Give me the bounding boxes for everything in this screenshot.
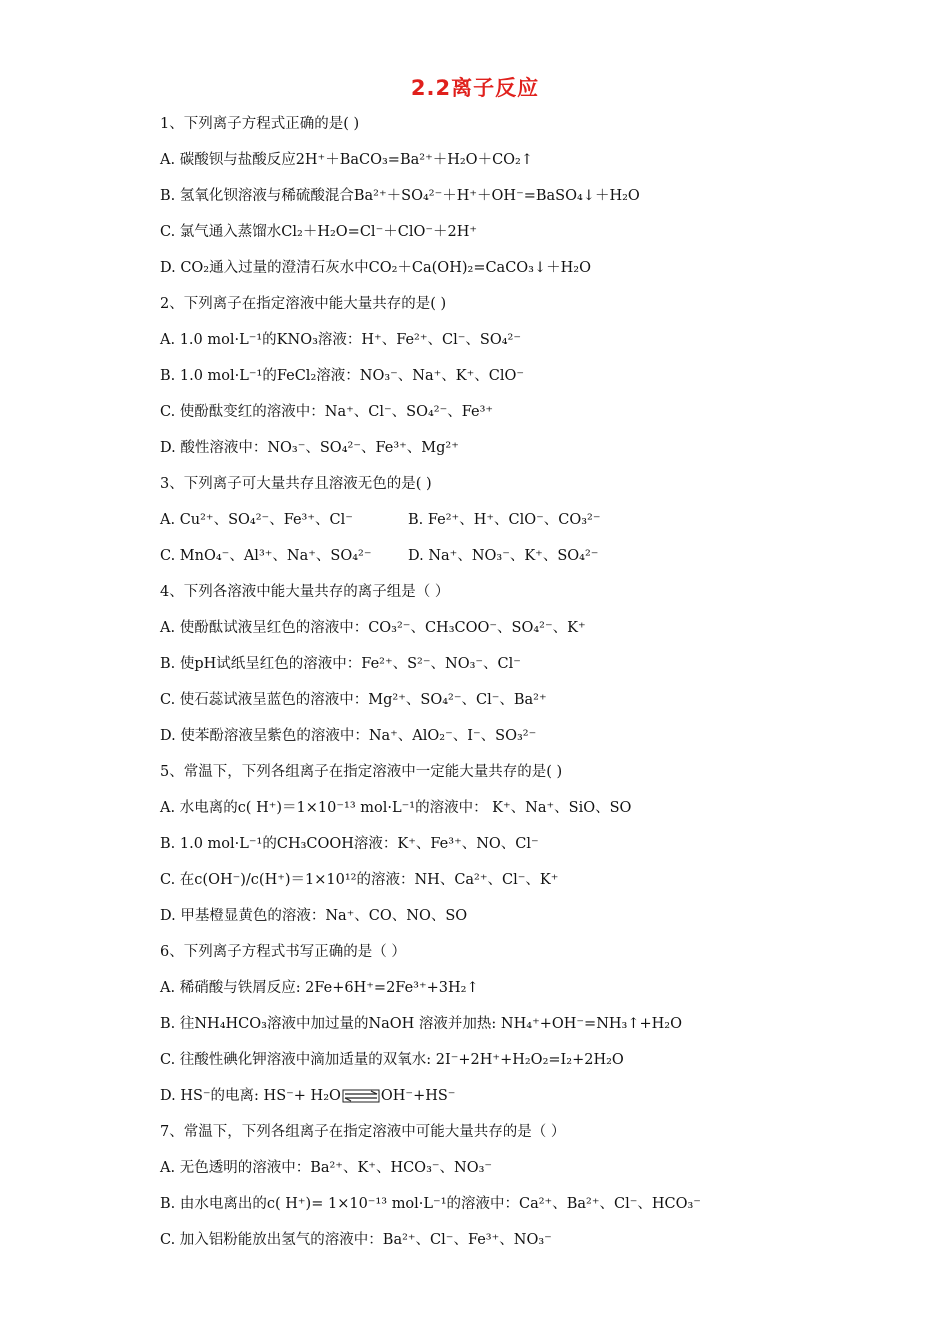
q5-option-c: C. 在c(OH⁻)/c(H⁺)＝1×10¹²的溶液：NH、Ca²⁺、Cl⁻、K⁺ (160, 872, 559, 888)
q6-option-d (160, 1084, 900, 1120)
q5-option-a: A. 水电离的c( H⁺)＝1×10⁻¹³ mol·L⁻¹的溶液中： K⁺、Na⁺、SiO、SO (160, 800, 632, 816)
q4-option-d: D. 使苯酚溶液呈紫色的溶液中：Na⁺、AlO₂⁻、I⁻、SO₃²⁻ (160, 728, 537, 744)
q2-stem: 2、下列离子在指定溶液中能大量共存的是( ) (160, 296, 447, 312)
q4-option-b: B. 使pH试纸呈红色的溶液中：Fe²⁺、S²⁻、NO₃⁻、Cl⁻ (160, 656, 521, 672)
q1-option-d: D. CO₂通入过量的澄清石灰水中CO₂＋Ca(OH)₂=CaCO₃↓＋H₂O (160, 260, 591, 276)
q6-option-a: A. 稀硝酸与铁屑反应: 2Fe+6H⁺=2Fe³⁺+3H₂↑ (160, 980, 479, 996)
q4-option-c: C. 使石蕊试液呈蓝色的溶液中：Mg²⁺、SO₄²⁻、Cl⁻、Ba²⁺ (160, 692, 547, 708)
q3-option-c: C. MnO₄⁻、Al³⁺、Na⁺、SO₄²⁻ (160, 548, 372, 564)
q1-option-c: C. 氯气通入蒸馏水Cl₂＋H₂O=Cl⁻＋ClO⁻＋2H⁺ (160, 224, 478, 240)
q6-option-c: C. 往酸性碘化钾溶液中滴加适量的双氧水: 2I⁻+2H⁺+H₂O₂=I₂+2H₂O (160, 1052, 624, 1068)
q5-stem: 5、常温下，下列各组离子在指定溶液中一定能大量共存的是( ) (160, 764, 563, 780)
q4-option-a: A. 使酚酞试液呈红色的溶液中：CO₃²⁻、CH₃COO⁻、SO₄²⁻、K⁺ (160, 620, 586, 636)
q2-option-d: D. 酸性溶液中：NO₃⁻、SO₄²⁻、Fe³⁺、Mg²⁺ (160, 440, 459, 456)
q1-stem: 1、下列离子方程式正确的是( ) (160, 116, 360, 132)
equilibrium-arrow-icon (342, 1089, 380, 1103)
q3-options-row-2 (160, 544, 900, 580)
page-title: 2.2离子反应 (410, 76, 540, 100)
q7-option-c: C. 加入铝粉能放出氢气的溶液中：Ba²⁺、Cl⁻、Fe³⁺、NO₃⁻ (160, 1232, 552, 1248)
q3-options-row-1 (160, 508, 900, 544)
q4-stem: 4、下列各溶液中能大量共存的离子组是（ ） (160, 584, 450, 600)
q6d-prefix: D. HS⁻的电离: HS⁻+ H₂O (160, 1088, 341, 1104)
q2-option-a: A. 1.0 mol·L⁻¹的KNO₃溶液：H⁺、Fe²⁺、Cl⁻、SO₄²⁻ (160, 332, 521, 348)
q1-option-b: B. 氢氧化钡溶液与稀硫酸混合Ba²⁺＋SO₄²⁻＋H⁺＋OH⁻=BaSO₄↓＋H₂O (160, 188, 640, 204)
q5-option-d: D. 甲基橙显黄色的溶液：Na⁺、CO、NO、SO (160, 908, 468, 924)
q7-stem: 7、常温下，下列各组离子在指定溶液中可能大量共存的是（ ） (160, 1124, 566, 1140)
question-list (160, 112, 900, 1264)
q3-option-a: A. Cu²⁺、SO₄²⁻、Fe³⁺、Cl⁻ (160, 512, 353, 528)
q5-option-b: B. 1.0 mol·L⁻¹的CH₃COOH溶液：K⁺、Fe³⁺、NO、Cl⁻ (160, 836, 539, 852)
q6-option-b: B. 往NH₄HCO₃溶液中加过量的NaOH 溶液并加热: NH₄⁺+OH⁻=NH₃↑+H₂O (160, 1016, 682, 1032)
q7-option-b: B. 由水电离出的c( H⁺)= 1×10⁻¹³ mol·L⁻¹的溶液中：Ca²⁺、Ba²⁺、Cl⁻、HCO₃⁻ (160, 1196, 701, 1212)
q3-option-d: D. Na⁺、NO₃⁻、K⁺、SO₄²⁻ (408, 548, 599, 564)
q3-option-b: B. Fe²⁺、H⁺、ClO⁻、CO₃²⁻ (408, 512, 601, 528)
q6d-suffix: OH⁻+HS⁻ (380, 1088, 456, 1104)
q2-option-c: C. 使酚酞变红的溶液中：Na⁺、Cl⁻、SO₄²⁻、Fe³⁺ (160, 404, 494, 420)
q2-option-b: B. 1.0 mol·L⁻¹的FeCl₂溶液：NO₃⁻、Na⁺、K⁺、ClO⁻ (160, 368, 525, 384)
q7-option-a: A. 无色透明的溶液中：Ba²⁺、K⁺、HCO₃⁻、NO₃⁻ (160, 1160, 493, 1176)
q1-option-a: A. 碳酸钡与盐酸反应2H⁺＋BaCO₃=Ba²⁺＋H₂O＋CO₂↑ (160, 152, 534, 168)
q6-stem: 6、下列离子方程式书写正确的是（ ） (160, 944, 406, 960)
q3-stem: 3、下列离子可大量共存且溶液无色的是( ) (160, 476, 432, 492)
